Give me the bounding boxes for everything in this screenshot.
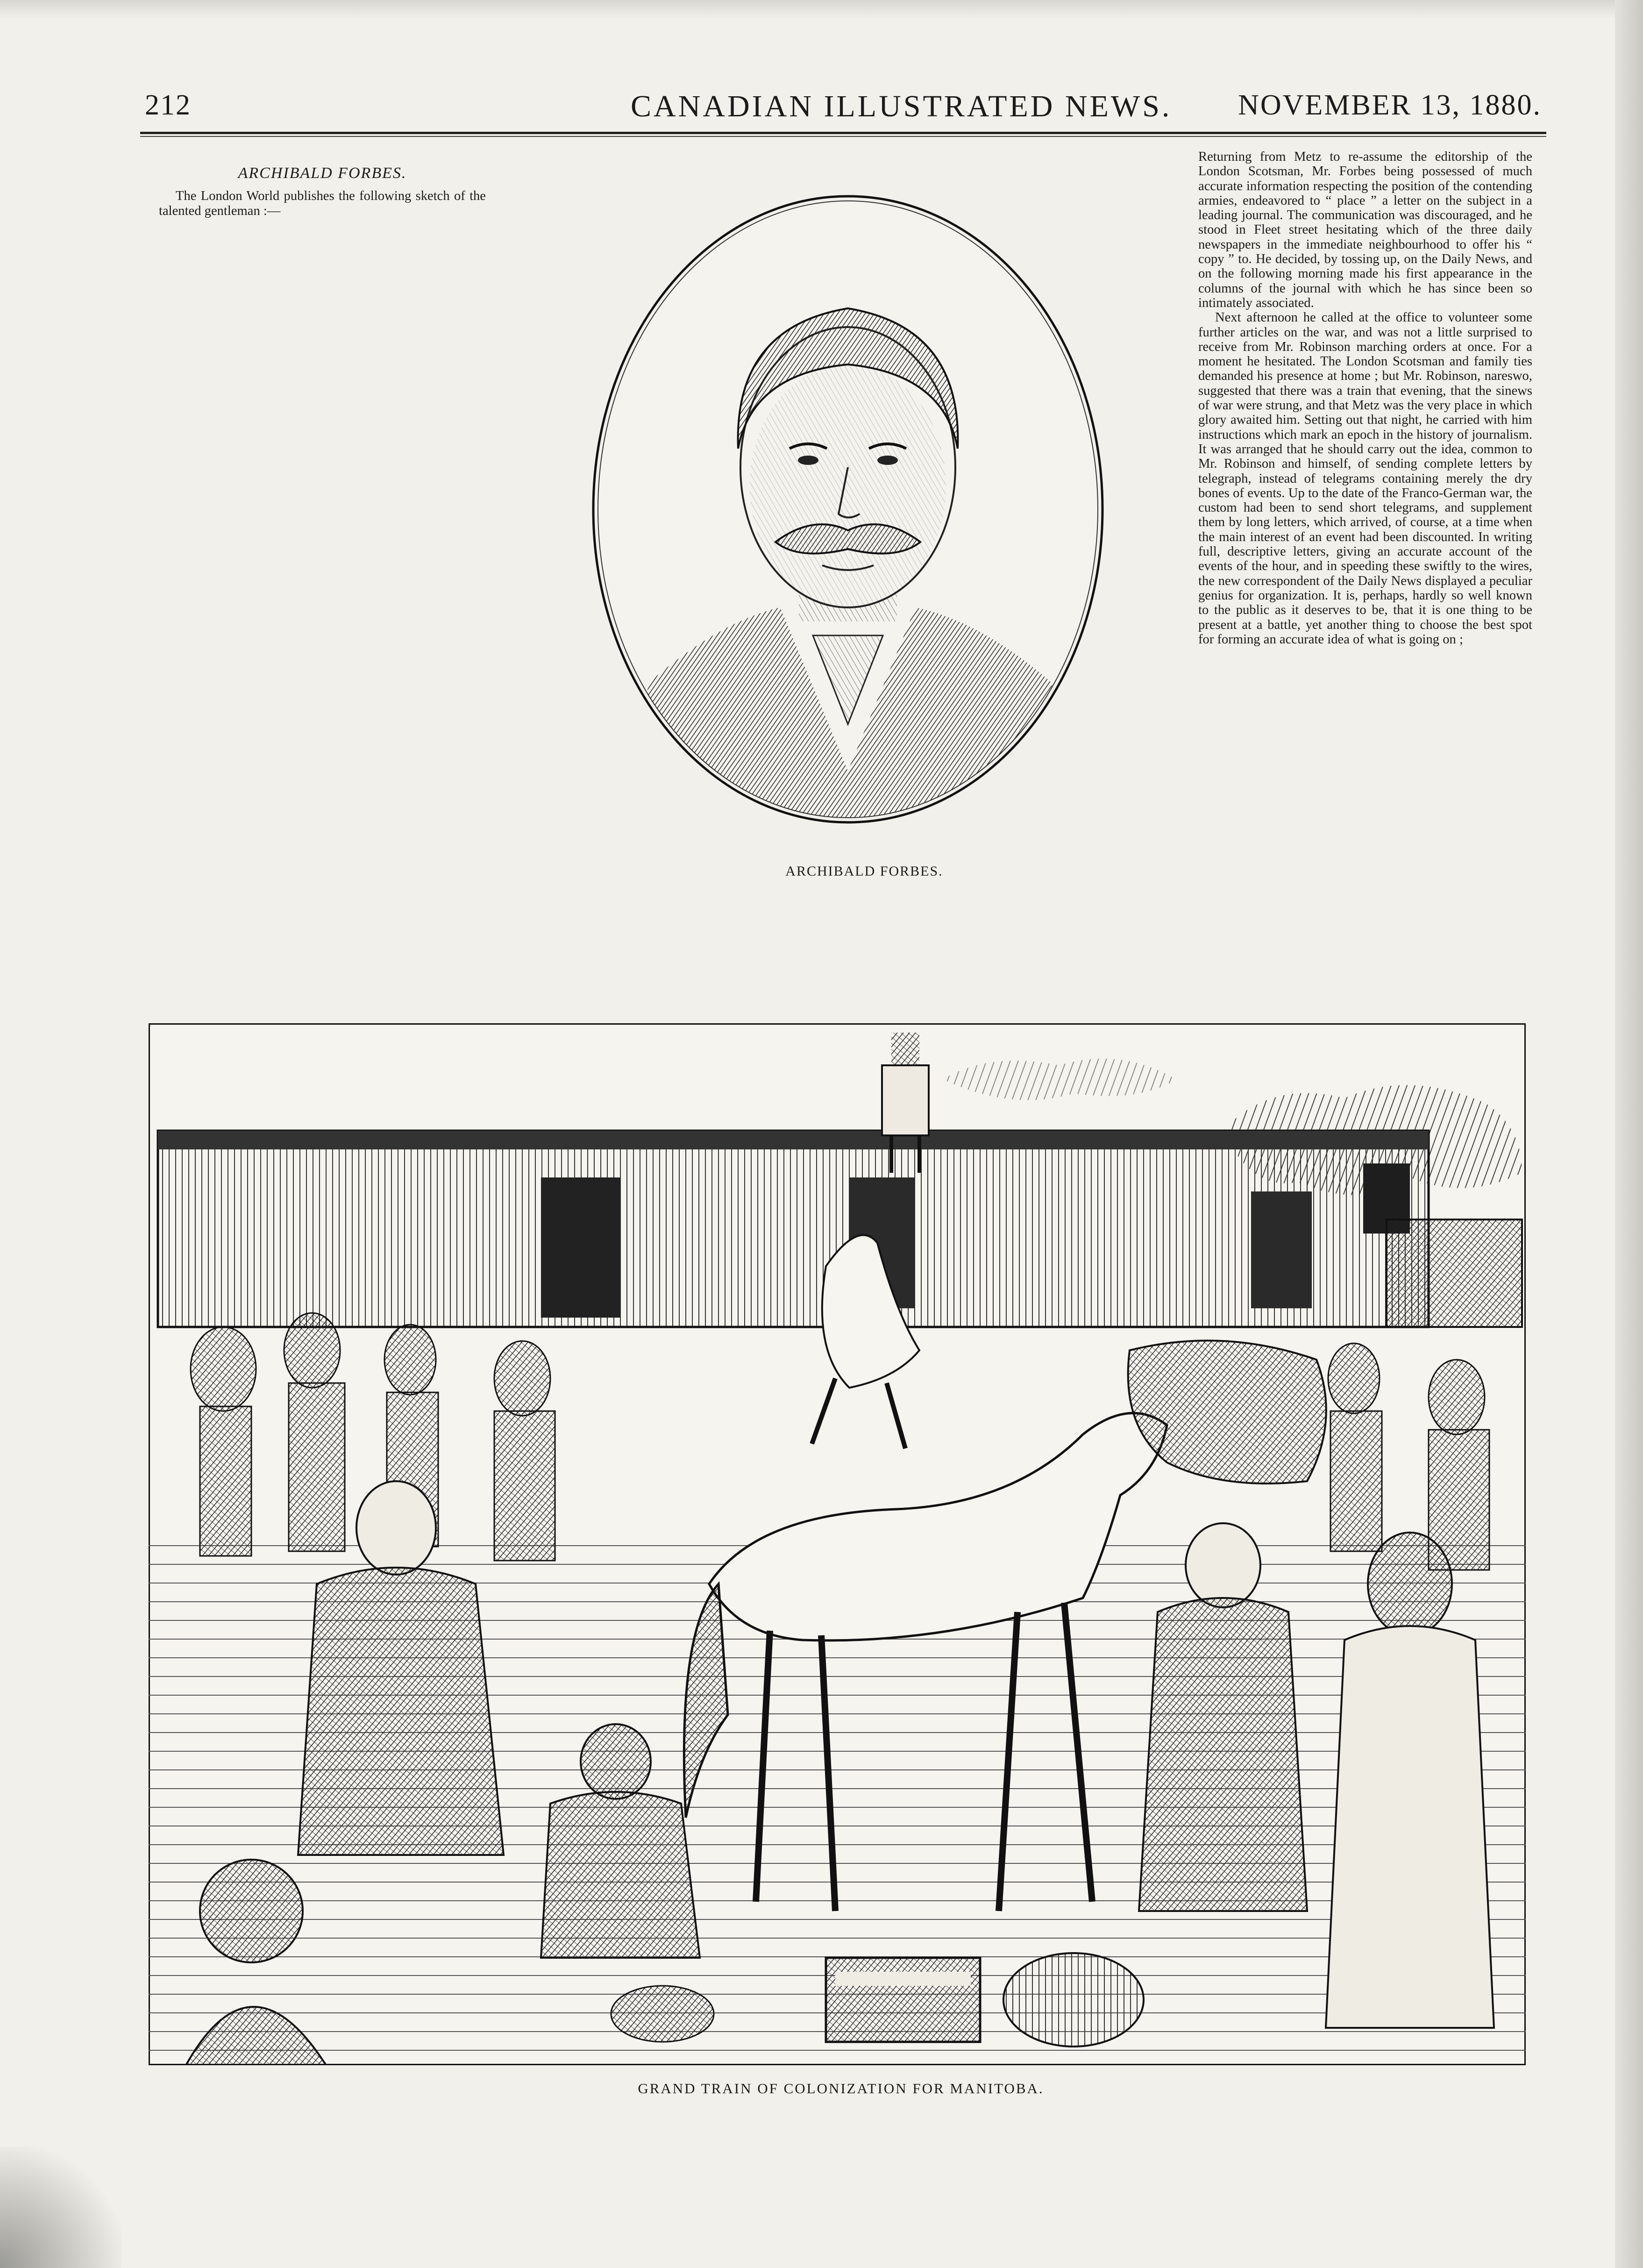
article-paragraph: Returning from Metz to re-assume the editorship of the London Scotsman, Mr. Forbes being possessed of much accurate information respecting the position of the contending armies, endeavored to “ place ” a letter on the subject in a leading journal. The communication was discouraged, and he stood in Fleet street hesitating which of the three daily newspapers in the immediate neighbourhood to offer his “ copy ” to. He decided, by tossing up, on the Daily News, and on the following morning made his first appearance in the columns of the journal with which he has since been so intimately associated. xyxy=(1198,150,1532,310)
engraving-caption: GRAND TRAIN OF COLONIZATION FOR MANITOBA. xyxy=(638,2080,1044,2097)
left-text-column xyxy=(159,159,486,860)
header-rule xyxy=(140,132,1546,137)
colonization-train-engraving xyxy=(149,1023,1526,2065)
publication-title: CANADIAN ILLUSTRATED NEWS. xyxy=(631,89,1172,123)
page-header xyxy=(145,89,1542,126)
issue-date: NOVEMBER 13, 1880. xyxy=(1238,89,1542,121)
article-title: ARCHIBALD FORBES. xyxy=(238,164,407,182)
portrait-caption: ARCHIBALD FORBES. xyxy=(785,863,943,879)
portrait-illustration xyxy=(579,187,1117,841)
article-paragraph: The London World publishes the following sketch of the talented gentleman :— xyxy=(159,189,486,218)
article-paragraph: Next afternoon he called at the office to volunteer some further articles on the war, and was not a little surprised to receive from Mr. Robinson marching orders at once. For a moment he hesitated. The London Scotsman and family ties demanded his presence at home ; but Mr. Robinson, nareswo, suggested that there was a train that evening, that the sinews of war were strung, and that Metz was the very place in which glory awaited him. Setting out that night, he carried with him instructions which mark an epoch in the history of journalism. It was arranged that he should carry out the idea, common to Mr. Robinson and himself, of sending complete letters by telegraph, instead of telegrams containing merely the dry bones of events. Up to the date of the Franco-German war, the custom had been to send short telegrams, and supplement them by long letters, which arrived, of course, at a time when the main interest of an event had been discounted. In writing full, descriptive letters, giving an accurate account of the events of the hour, and in speeding these swiftly to the wires, the new correspondent of the Daily News displayed a peculiar genius for organization. It is, perhaps, hardly so well known to the public as it deserves to be, that it is one thing to be present at a battle, yet another thing to choose the best spot for forming an accurate idea of what is going on ; xyxy=(1198,310,1532,647)
portrait-engraving xyxy=(579,187,1117,841)
train-scene-illustration xyxy=(149,1023,1526,2065)
page-number: 212 xyxy=(145,89,191,121)
page-corner-smudge xyxy=(0,2147,121,2268)
page-edge-right xyxy=(1615,0,1643,2268)
right-text-column xyxy=(1198,150,1532,869)
page-edge-top xyxy=(0,0,1643,19)
